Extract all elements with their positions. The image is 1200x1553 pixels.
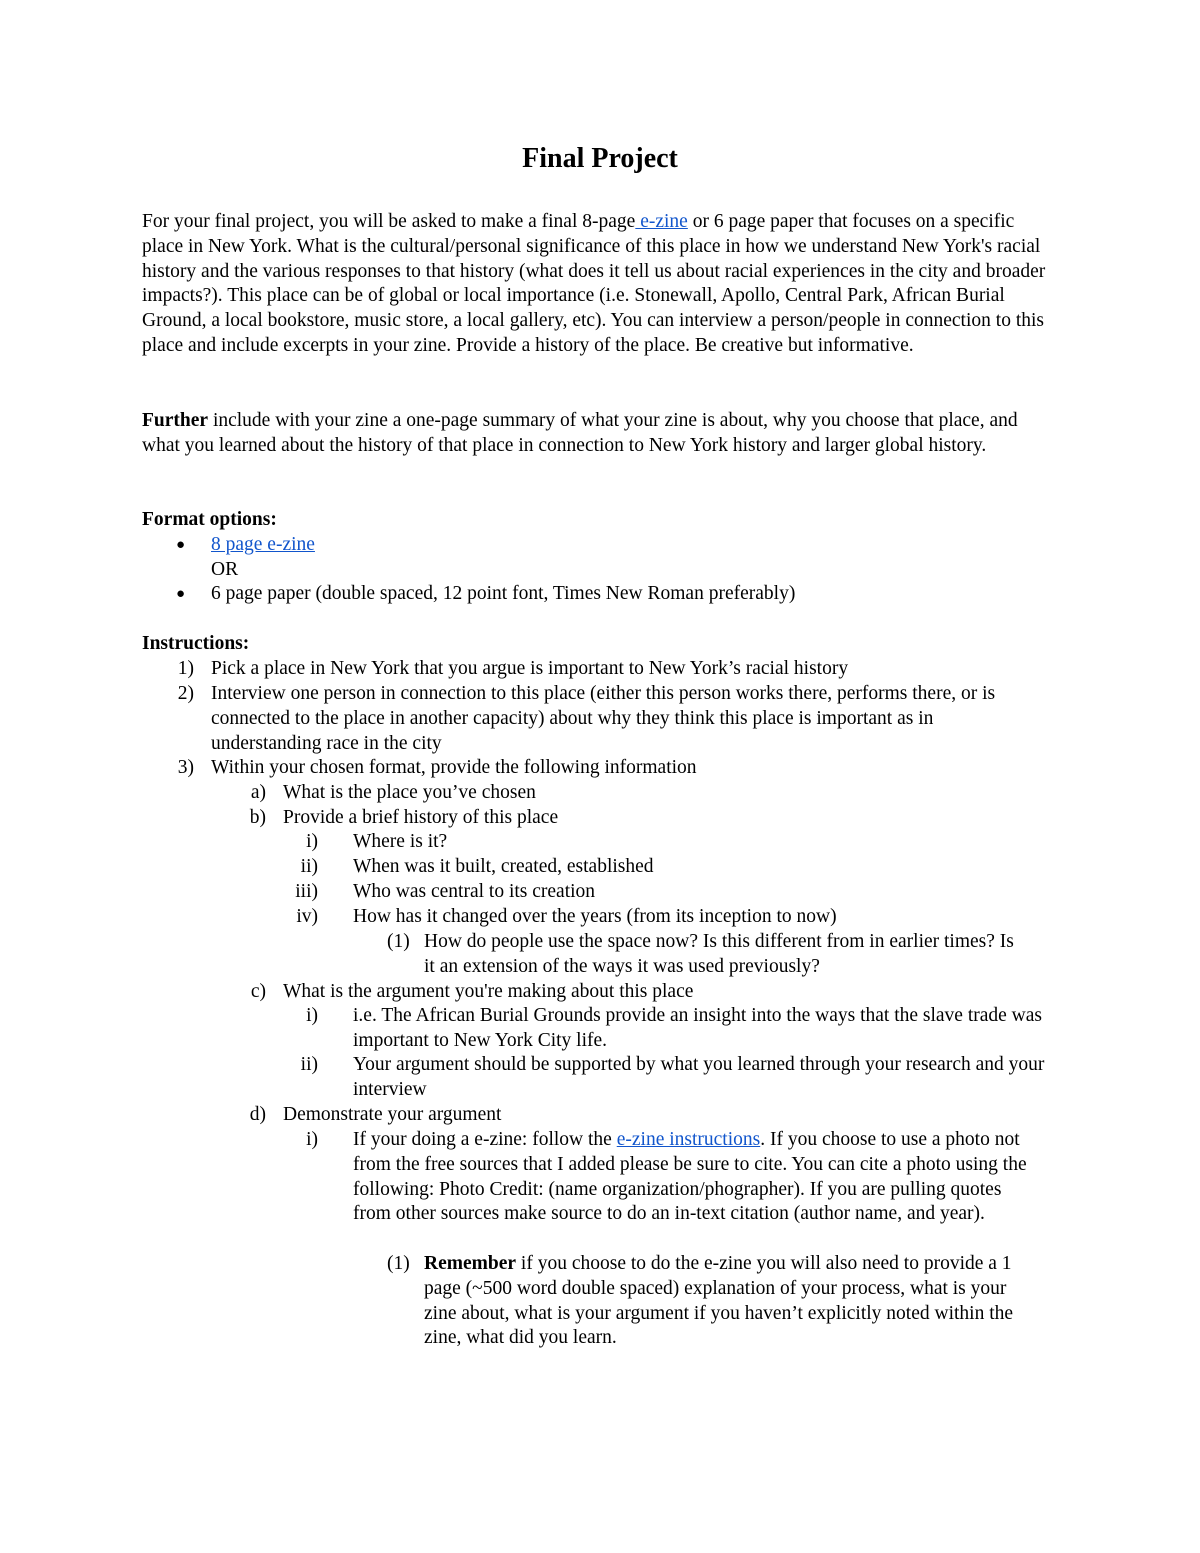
item-3b-label: b) [249,807,266,828]
item-3c-text: What is the argument you're making about this place [283,981,694,1002]
bullet-icon: ● [176,586,186,602]
item-3d-i-1-text [424,1252,1039,1351]
item-3b-iii-label: iii) [295,881,318,902]
item-3d-i-text-start: If your doing a e-zine: follow the [353,1129,617,1150]
format-option-ezine [211,533,315,558]
item-3c-i-label: i) [306,1005,318,1026]
page-title: Final Project [522,143,678,174]
item-3a-label: a) [250,782,266,803]
item-3c-ii-text: Your argument should be supported by what you learned through your research and your interview [353,1054,1045,1100]
item-3b-i-text: Where is it? [353,831,448,852]
item-2-text: Interview one person in connection to this place (either this person works there, performs there, or is connected to the place in another capacity) about why they think this place is important as in understanding race in the city [211,683,996,754]
item-3d-label: d) [249,1104,266,1125]
item-3d-text: Demonstrate your argument [283,1104,502,1125]
item-3-label: 3) [177,757,194,778]
item-3b-iii-text: Who was central to its creation [353,881,596,902]
item-2-label: 2) [177,683,194,704]
item-3d-i-label: i) [306,1129,318,1150]
item-3d-i-text-rest: . If you choose to use a photo not from the free sources that I added please be sure to cite. You can cite a photo using the following: Photo Credit: (name organization/phographer). If you are pulling quotes from other sources make source to do an in-text citation (author name, and year). [353,1129,1027,1225]
item-3c-ii-label: ii) [300,1054,318,1075]
item-3b-iv-1-text: How do people use the space now? Is this different from in earlier times? Is it an extension of the ways it was used previously? [424,931,1014,977]
item-3b-iv-text: How has it changed over the years (from its inception to now) [353,906,837,927]
item-3d-i-1-label: (1) [387,1253,410,1274]
item-3-text: Within your chosen format, provide the following information [211,757,697,778]
further-bold: Further [142,410,209,431]
further-paragraph [142,409,1052,459]
item-1-label: 1) [177,658,194,679]
format-options-heading: Format options: [142,509,277,530]
item-3c-i-text: i.e. The African Burial Grounds provide an insight into the ways that the slave trade was important to New York City life. [353,1005,1043,1051]
ezine-instructions-link[interactable]: e-zine instructions [616,1129,761,1150]
item-3b-iv-label: iv) [296,906,318,927]
item-3b-ii-label: ii) [300,856,318,877]
item-3b-text: Provide a brief history of this place [283,807,559,828]
intro-paragraph [142,210,1052,359]
item-3c-label: c) [250,981,266,1002]
item-3b-i-label: i) [306,831,318,852]
further-text: include with your zine a one-page summary of what your zine is about, why you choose that place, and what you learned about the history of that place in connection to New York history and larger global history. [142,410,1018,456]
format-ezine-link[interactable]: 8 page e-zine [211,534,315,555]
remember-bold: Remember [424,1253,517,1274]
format-or: OR [211,559,239,580]
format-option-paper: 6 page paper (double spaced, 12 point font, Times New Roman preferably) [211,583,796,604]
item-3d-i-text [353,1128,1043,1227]
intro-text-start: For your final project, you will be asked to make a final 8-page [142,211,636,232]
item-3d-i-1-text-rest: if you choose to do the e-zine you will also need to provide a 1 page (~500 word double spaced) explanation of your process, what is your zine about, what is your argument if you haven’t explicitly noted within the zine, what did you learn. [424,1253,1014,1349]
item-3b-iv-1-label: (1) [387,931,410,952]
item-1-text: Pick a place in New York that you argue is important to New York’s racial history [211,658,849,679]
bullet-icon: ● [176,537,186,553]
instructions-heading: Instructions: [142,633,250,654]
ezine-link[interactable]: e-zine [635,211,688,232]
intro-text-rest: or 6 page paper that focuses on a specific place in New York. What is the cultural/personal significance of this place in how we understand New York's racial history and the various responses to that history (what does it tell us about racial experiences in the city and broader impacts?). This place can be of global or local importance (i.e. Stonewall, Apollo, Central Park, African Burial Ground, a local bookstore, music store, a local gallery, etc). You can interview a person/people in connection to this place and include excerpts in your zine. Provide a history of the place. Be creative but informative. [142,211,1046,356]
item-3a-text: What is the place you’ve chosen [283,782,536,803]
item-3b-ii-text: When was it built, created, established [353,856,654,877]
